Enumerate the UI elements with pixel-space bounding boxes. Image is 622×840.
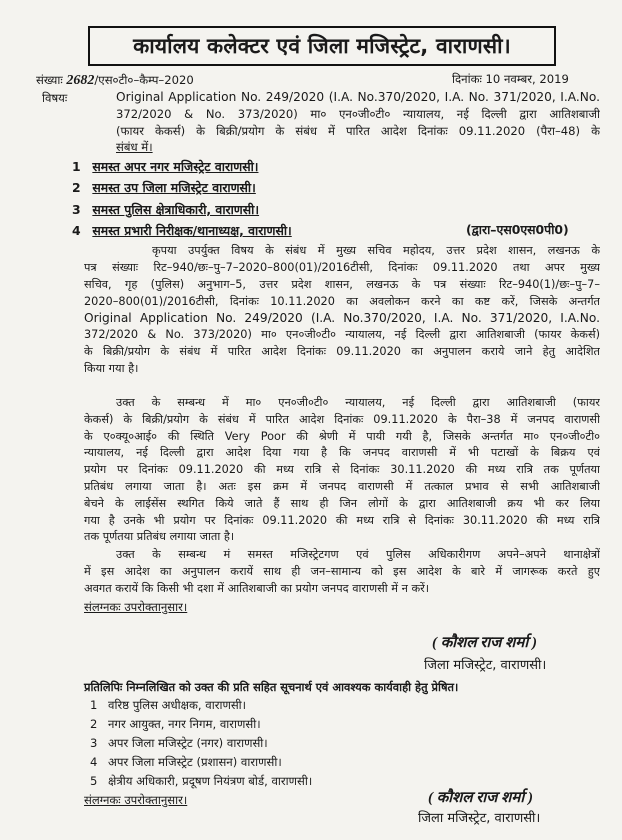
signatory-designation: जिला मजिस्ट्रेट, वाराणसी। bbox=[424, 658, 547, 673]
paragraph-line: पत्र संख्याः रिट–940/छः–पु–7–2020–800(01)/2016टीसी, दिनांकः 09.11.2020 तथा अपर मुख्य bbox=[84, 261, 600, 274]
copy-to-text: अपर जिला मजिस्ट्रेट (नगर) वाराणसी। bbox=[108, 736, 268, 750]
via-note: (द्वारा–एस0एस0पी0) bbox=[466, 222, 569, 237]
copy-to-text: वरिष्ठ पुलिस अधीक्षक, वाराणसी। bbox=[108, 698, 247, 712]
date-label: दिनांकः bbox=[452, 72, 482, 86]
subject-line: (फायर केकर्स) के बिक्री/प्रयोग के संबंध में पारित आदेश दिनांकः 09.11.2020 (पैरा–48) के bbox=[116, 123, 600, 138]
subject-line: संबंध में। bbox=[116, 140, 153, 155]
recipient-number: 4 bbox=[72, 223, 81, 238]
paragraph-line: किया गया है। bbox=[84, 361, 139, 375]
reference-number bbox=[36, 72, 194, 89]
paragraph-line: उक्त के सम्बन्ध मं समस्त मजिस्ट्रेटगण एवं पुलिस अधिकारीगण अपने–अपने थानाक्षेत्रों bbox=[116, 548, 600, 561]
recipient-item bbox=[72, 201, 259, 218]
recipient-number: 3 bbox=[72, 202, 81, 217]
recipient-number: 2 bbox=[72, 180, 81, 195]
copy-to-number: 4 bbox=[90, 755, 98, 769]
letter-date bbox=[452, 71, 569, 88]
reference-label: संख्याः bbox=[36, 73, 63, 87]
office-title: कार्यालय कलेक्टर एवं जिला मजिस्ट्रेट, वाराणसी। bbox=[133, 34, 511, 58]
recipient-text: समस्त अपर नगर मजिस्ट्रेट वाराणसी। bbox=[92, 159, 259, 174]
body-paragraph-3 bbox=[84, 547, 600, 597]
signatory-name: ( कौशल राज शर्मा ) bbox=[428, 790, 533, 806]
copy-to-heading: प्रतिलिपिः निम्नलिखित को उक्त की प्रति सहित सूचनार्थ एवं आवश्यक कार्यवाही हेतु प्रेषित। bbox=[84, 680, 459, 694]
paragraph-line: केकर्स) के बिक्री/प्रयोग के संबंध में पारित आदेश दिनांकः 09.11.2020 के पैरा–38 में जनपद वाराणसी bbox=[84, 412, 600, 426]
paragraph-line: कृपया उपर्युक्त विषय के संबंध में मुख्य सचिव महोदय, उत्तर प्रदेश शासन, लखनऊ के bbox=[152, 244, 600, 257]
subject-label: विषयः bbox=[42, 91, 68, 105]
reference-suffix: /एस०टी०–कैम्प–2020 bbox=[94, 73, 194, 87]
copy-to-text: अपर जिला मजिस्ट्रेट (प्रशासन) वाराणसी। bbox=[108, 755, 282, 769]
recipient-item bbox=[72, 222, 292, 239]
date-value: 10 नवम्बर, 2019 bbox=[485, 72, 569, 86]
recipient-text: समस्त प्रभारी निरीक्षक/थानाध्यक्ष, वाराणसी। bbox=[92, 223, 292, 238]
paragraph-line: के ए०क्यू०आई० की स्थिति Very Poor की श्रेणी में पायी गयी है, जिसके अन्तर्गत मा० एन०जी०टी० bbox=[84, 429, 600, 443]
paragraph-line: प्रतिबंध लगाया जाता है। अतः इस क्रम में जनपद वाराणसी में तत्काल प्रभाव से सभी आतिशबाजी bbox=[84, 479, 600, 493]
paragraph-line: में इस आदेश का अनुपालन करायें साथ ही जन–सामान्य को इस आदेश के बारे में जागरूक करते हुए bbox=[84, 564, 600, 578]
paragraph-line: न्यायालय, नई दिल्ली द्वारा आदेश दिया गया है कि जनपद वाराणसी में भी पटाखों के बिक्रय एवं bbox=[84, 446, 600, 460]
paragraph-line: 2020–800(01)/2016टीसी, दिनांकः 10.11.2020 का अवलोकन करने का कष्ट करें, जिसके अन्तर्गत bbox=[84, 294, 600, 308]
paragraph-line: बेचने के लाईसेंस स्थगित किये जाते हैं साथ ही जिन लोगों के द्वारा आतिशबाजी क्रय भी कर लिया bbox=[84, 496, 600, 510]
recipient-text: समस्त पुलिस क्षेत्राधिकारी, वाराणसी। bbox=[92, 202, 260, 217]
copy-to-number: 2 bbox=[90, 717, 98, 731]
subject-line: 372/2020 & No. 373/2020) मा० एन०जी०टी० न्यायालय, नई दिल्ली द्वारा आतिशबाजी bbox=[116, 106, 600, 121]
office-header bbox=[88, 26, 556, 66]
copy-to-number: 1 bbox=[90, 698, 98, 712]
paragraph-line: गया है उनके भी प्रयोग पर दिनांकः 09.11.2020 की मध्य रात्रि से दिनांकः 30.11.2020 की मध्य रात्रि bbox=[84, 513, 600, 527]
paragraph-line: के बिक्री/प्रयोग के संबंध में पारित आदेश दिनांकः 09.11.2020 का अनुपालन कराये जाने हेतु आदेशित bbox=[84, 344, 600, 358]
copy-to-number: 3 bbox=[90, 736, 98, 750]
recipient-item bbox=[72, 179, 256, 196]
paragraph-line: तक पूर्णतया प्रतिबंध लगाया जाता है। bbox=[84, 530, 235, 544]
recipient-number: 1 bbox=[72, 159, 81, 174]
paragraph-line: 372/2020 & No. 373/2020) मा० एन०जी०टी० न्यायालय, नई दिल्ली द्वारा आतिशबाजी (फायर केकर्स) bbox=[84, 328, 600, 342]
recipient-item bbox=[72, 158, 258, 175]
body-paragraph-2 bbox=[84, 395, 600, 546]
signatory-name: ( कौशल राज शर्मा ) bbox=[432, 635, 537, 651]
copy-to-number: 5 bbox=[90, 774, 98, 788]
enclosure-note: संलग्नकः उपरोक्तानुसार। bbox=[84, 600, 188, 614]
subject-text bbox=[116, 89, 600, 156]
paragraph-line: सचिव, गृह (पुलिस) अनुभाग–5, उत्तर प्रदेश शासन, लखनऊ के पत्र संख्याः रिट–940(1)/छः–पु–7– bbox=[84, 277, 600, 291]
copy-to-item bbox=[90, 773, 312, 790]
copy-to-item bbox=[90, 735, 268, 752]
copy-to-text: क्षेत्रीय अधिकारी, प्रदूषण नियंत्रण बोर्ड, वाराणसी। bbox=[108, 774, 313, 788]
enclosure-note: संलग्नकः उपरोक्तानुसार। bbox=[84, 793, 188, 807]
copy-to-item bbox=[90, 716, 261, 733]
recipient-text: समस्त उप जिला मजिस्ट्रेट वाराणसी। bbox=[92, 180, 256, 195]
paragraph-line: अवगत करायें कि किसी भी दशा में आतिशबाजी का प्रयोग जनपद वाराणसी में न करें। bbox=[84, 581, 430, 595]
body-paragraph-1 bbox=[84, 243, 600, 260]
signatory-designation: जिला मजिस्ट्रेट, वाराणसी। bbox=[418, 811, 541, 826]
copy-to-item bbox=[90, 697, 246, 714]
copy-to-item bbox=[90, 754, 282, 771]
copy-to-text: नगर आयुक्त, नगर निगम, वाराणसी। bbox=[108, 717, 261, 731]
reference-handwritten-number: 2682 bbox=[66, 73, 95, 88]
body-paragraph-1-cont bbox=[84, 260, 600, 378]
paragraph-line: प्रयोग पर दिनांकः 09.11.2020 की मध्य रात्रि से दिनांकः 30.11.2020 की मध्य रात्रि तक पूर्णतया bbox=[84, 463, 600, 477]
paragraph-line: उक्त के सम्बन्ध में मा० एन०जी०टी० न्यायालय, नई दिल्ली द्वारा आतिशबाजी (फायर bbox=[116, 396, 600, 409]
paragraph-line: Original Application No. 249/2020 (I.A. No.370/2020, I.A. No. 371/2020, I.A.No. bbox=[84, 311, 600, 326]
subject-line: Original Application No. 249/2020 (I.A. No.370/2020, I.A. No. 371/2020, I.A.No. bbox=[116, 90, 600, 104]
